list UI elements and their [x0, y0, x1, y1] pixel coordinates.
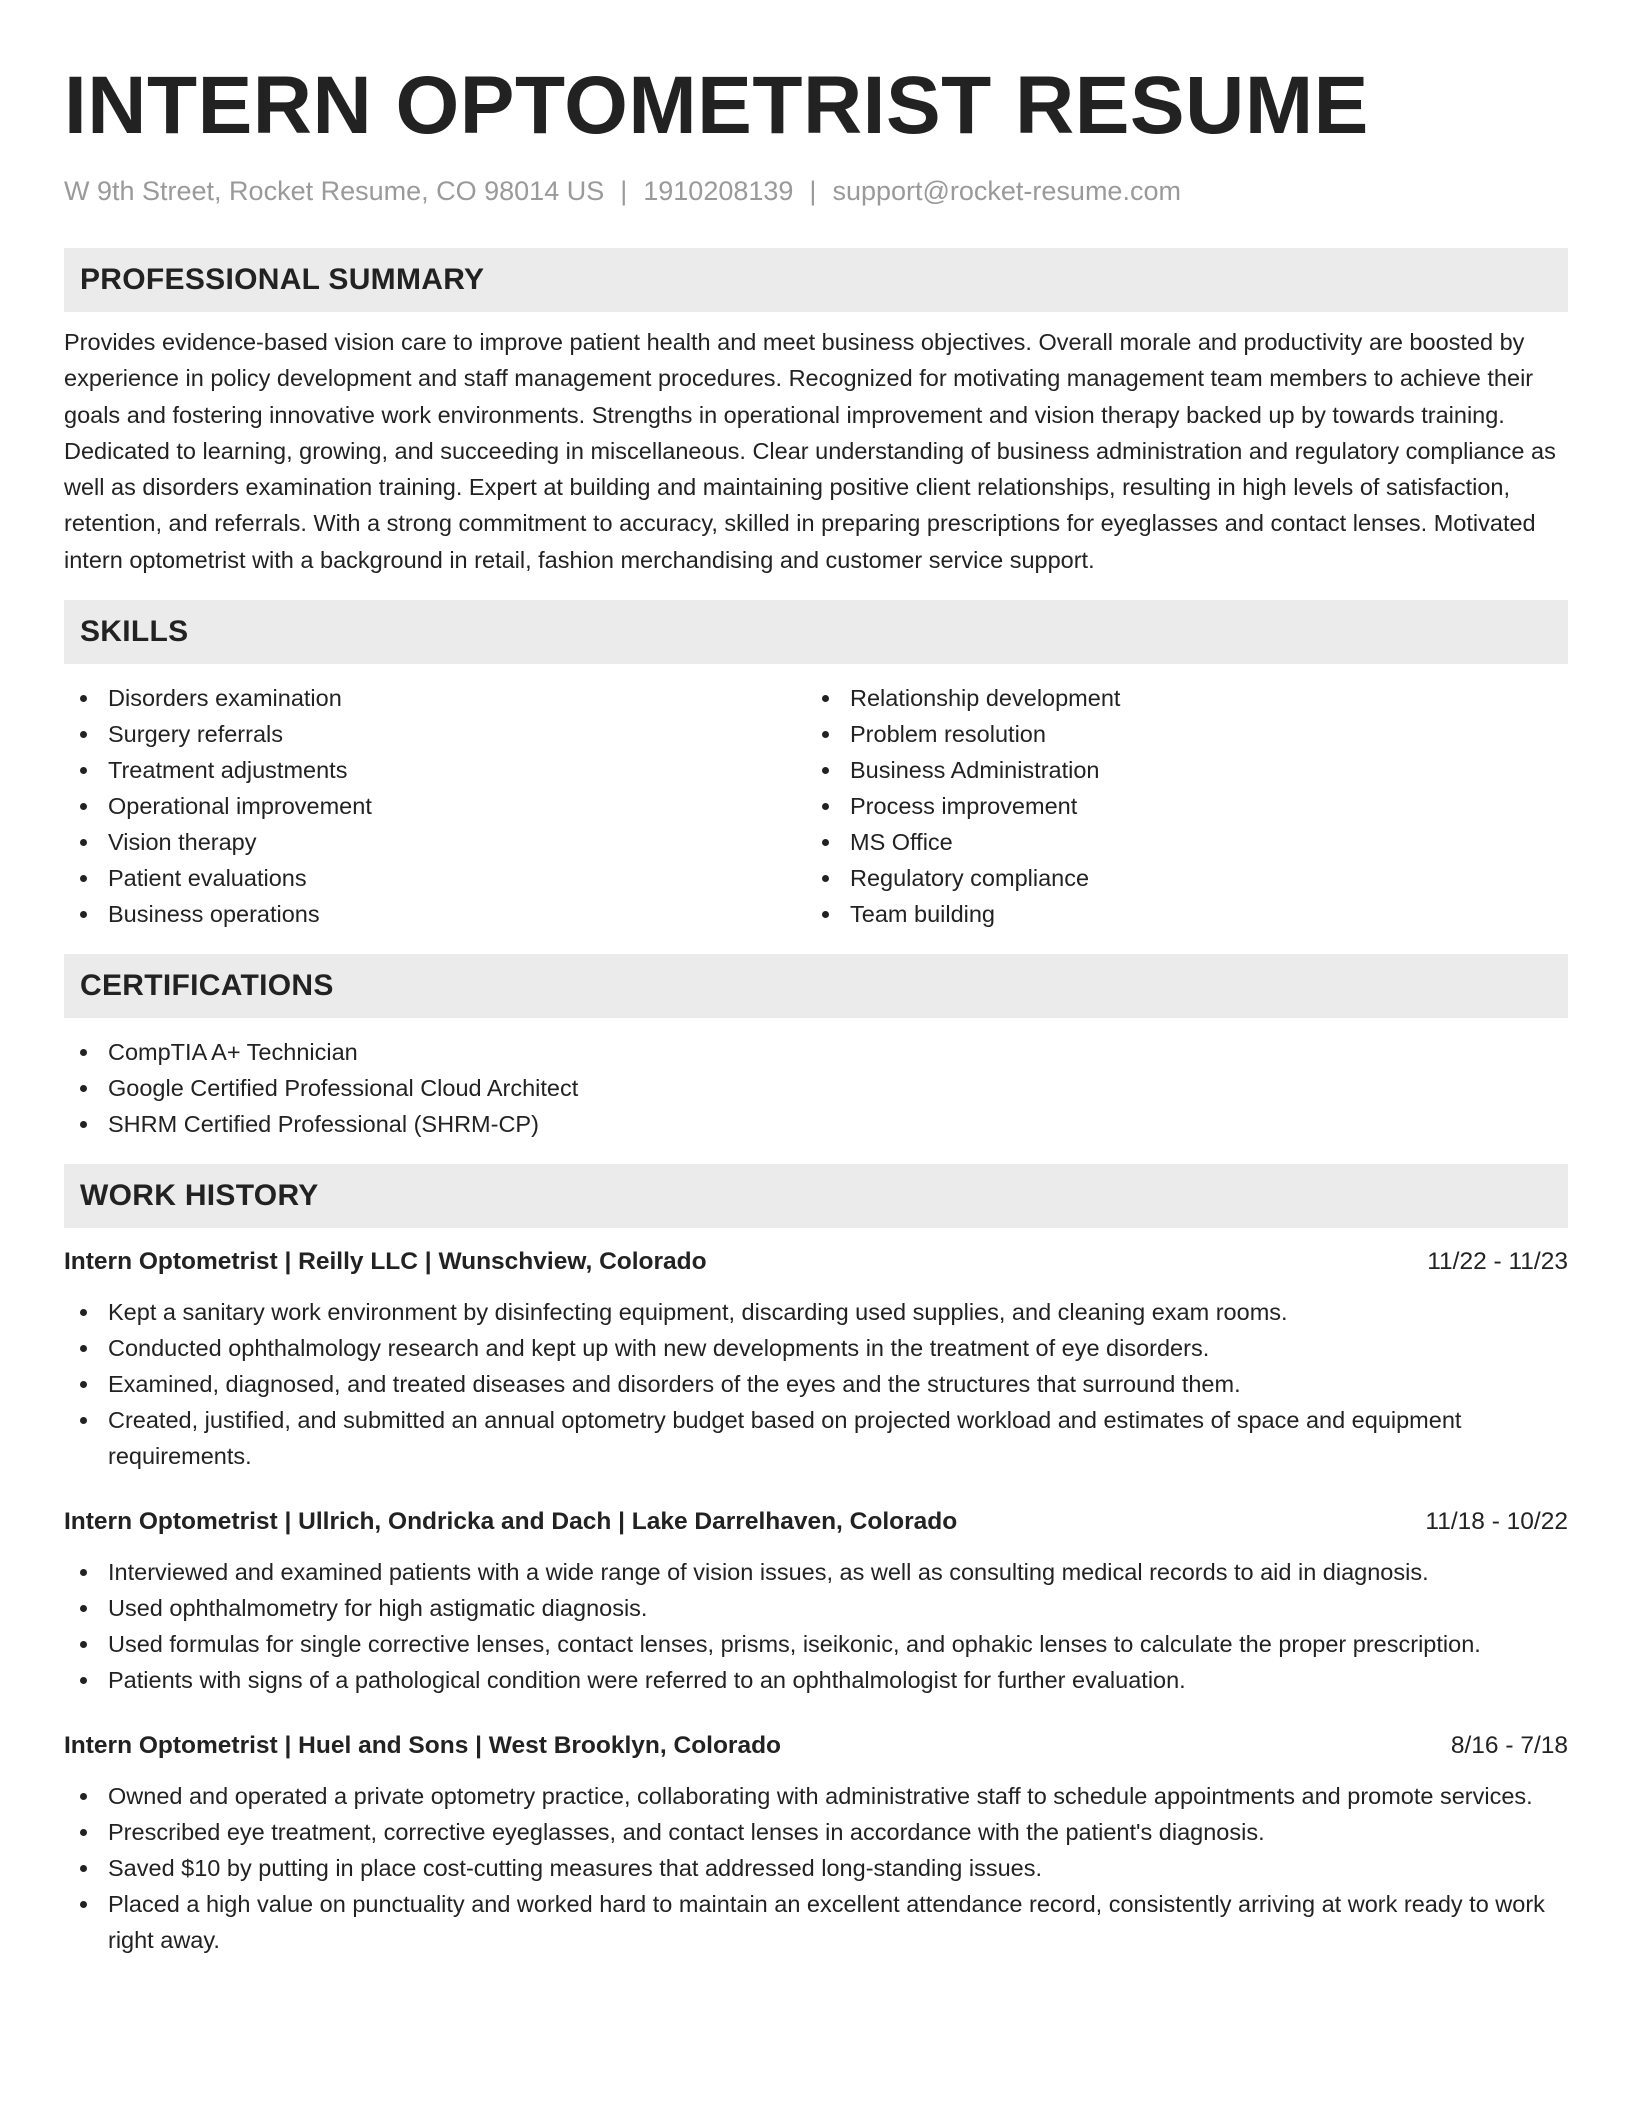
- contact-email: support@rocket-resume.com: [832, 176, 1181, 206]
- job-bullet: Conducted ophthalmology research and kept up with new developments in the treatment of eye disorders.: [64, 1330, 1568, 1366]
- certification-item: SHRM Certified Professional (SHRM-CP): [64, 1106, 1568, 1142]
- job-bullet: Created, justified, and submitted an annual optometry budget based on projected workload and estimates of space and equipment requirements.: [64, 1402, 1568, 1474]
- job-bullet: Kept a sanitary work environment by disinfecting equipment, discarding used supplies, and cleaning exam rooms.: [64, 1294, 1568, 1330]
- job-entry: [64, 1504, 1568, 1698]
- skill-item: Disorders examination: [64, 680, 806, 716]
- job-bullet: Patients with signs of a pathological condition were referred to an ophthalmologist for further evaluation.: [64, 1662, 1568, 1698]
- job-bullet: Interviewed and examined patients with a wide range of vision issues, as well as consulting medical records to aid in diagnosis.: [64, 1554, 1568, 1590]
- job-bullet: Examined, diagnosed, and treated diseases and disorders of the eyes and the structures that surround them.: [64, 1366, 1568, 1402]
- skill-item: Treatment adjustments: [64, 752, 806, 788]
- job-header: [64, 1504, 1568, 1540]
- work-history-list: [64, 1244, 1568, 1958]
- skill-item: Relationship development: [806, 680, 1548, 716]
- job-header: [64, 1244, 1568, 1280]
- job-bullet: Placed a high value on punctuality and worked hard to maintain an excellent attendance record, consistently arriving at work ready to work right away.: [64, 1886, 1568, 1958]
- job-header: [64, 1728, 1568, 1764]
- skill-item: Process improvement: [806, 788, 1548, 824]
- certifications-heading: CERTIFICATIONS: [64, 954, 1568, 1018]
- summary-text: Provides evidence-based vision care to improve patient health and meet business objectives. Overall morale and productivity are boosted by experience in policy development and staff management procedures. Recognized for motivating management team members to achieve their goals and fostering innovative work environments. Strengths in operational improvement and vision therapy backed up by towards training. Dedicated to learning, growing, and succeeding in miscellaneous. Clear understanding of business administration and regulatory compliance as well as disorders examination training. Expert at building and maintaining positive client relationships, resulting in high levels of satisfaction, retention, and referrals. With a strong commitment to accuracy, skilled in preparing prescriptions for eyeglasses and contact lenses. Motivated intern optometrist with a background in retail, fashion merchandising and customer service support.: [64, 329, 1556, 573]
- job-bullets: [64, 1554, 1568, 1698]
- skills-heading: SKILLS: [64, 600, 1568, 664]
- job-bullet: Used ophthalmometry for high astigmatic diagnosis.: [64, 1590, 1568, 1626]
- job-dates: 11/22 - 11/23: [1427, 1248, 1568, 1276]
- job-title: Intern Optometrist | Huel and Sons | West Brooklyn, Colorado: [64, 1732, 782, 1760]
- resume-title: INTERN OPTOMETRIST RESUME: [64, 60, 1369, 151]
- skill-item: Problem resolution: [806, 716, 1548, 752]
- job-entry: [64, 1728, 1568, 1958]
- skill-item: Surgery referrals: [64, 716, 806, 752]
- skill-item: Vision therapy: [64, 824, 806, 860]
- work-history-heading: WORK HISTORY: [64, 1164, 1568, 1228]
- skill-item: MS Office: [806, 824, 1548, 860]
- job-entry: [64, 1244, 1568, 1474]
- contact-address: W 9th Street, Rocket Resume, CO 98014 US: [64, 176, 605, 206]
- skill-item: Business operations: [64, 896, 806, 932]
- contact-separator: |: [809, 176, 817, 206]
- skill-item: Business Administration: [806, 752, 1548, 788]
- job-title: Intern Optometrist | Reilly LLC | Wunschview, Colorado: [64, 1248, 707, 1276]
- job-title: Intern Optometrist | Ullrich, Ondricka and Dach | Lake Darrelhaven, Colorado: [64, 1508, 958, 1536]
- skill-item: Team building: [806, 896, 1548, 932]
- skills-list-left: [64, 680, 806, 932]
- job-bullet: Owned and operated a private optometry practice, collaborating with administrative staff to schedule appointments and promote services.: [64, 1778, 1568, 1814]
- certifications-list: [64, 1018, 1568, 1142]
- job-dates: 11/18 - 10/22: [1425, 1508, 1568, 1536]
- skill-item: Operational improvement: [64, 788, 806, 824]
- certification-item: Google Certified Professional Cloud Architect: [64, 1070, 1568, 1106]
- contact-separator: |: [620, 176, 628, 206]
- contact-phone: 1910208139: [643, 176, 794, 206]
- skill-item: Patient evaluations: [64, 860, 806, 896]
- job-bullet: Used formulas for single corrective lenses, contact lenses, prisms, iseikonic, and ophakic lenses to calculate the proper prescription.: [64, 1626, 1568, 1662]
- job-bullets: [64, 1778, 1568, 1958]
- skills-list-right: [806, 680, 1548, 932]
- contact-line: [64, 174, 1568, 208]
- job-bullet: Prescribed eye treatment, corrective eyeglasses, and contact lenses in accordance with the patient's diagnosis.: [64, 1814, 1568, 1850]
- skills-grid: [64, 664, 1568, 932]
- certification-item: CompTIA A+ Technician: [64, 1034, 1568, 1070]
- job-bullets: [64, 1294, 1568, 1474]
- summary-heading: PROFESSIONAL SUMMARY: [64, 248, 1568, 312]
- skill-item: Regulatory compliance: [806, 860, 1548, 896]
- job-bullet: Saved $10 by putting in place cost-cutting measures that addressed long-standing issues.: [64, 1850, 1568, 1886]
- job-dates: 8/16 - 7/18: [1450, 1732, 1568, 1760]
